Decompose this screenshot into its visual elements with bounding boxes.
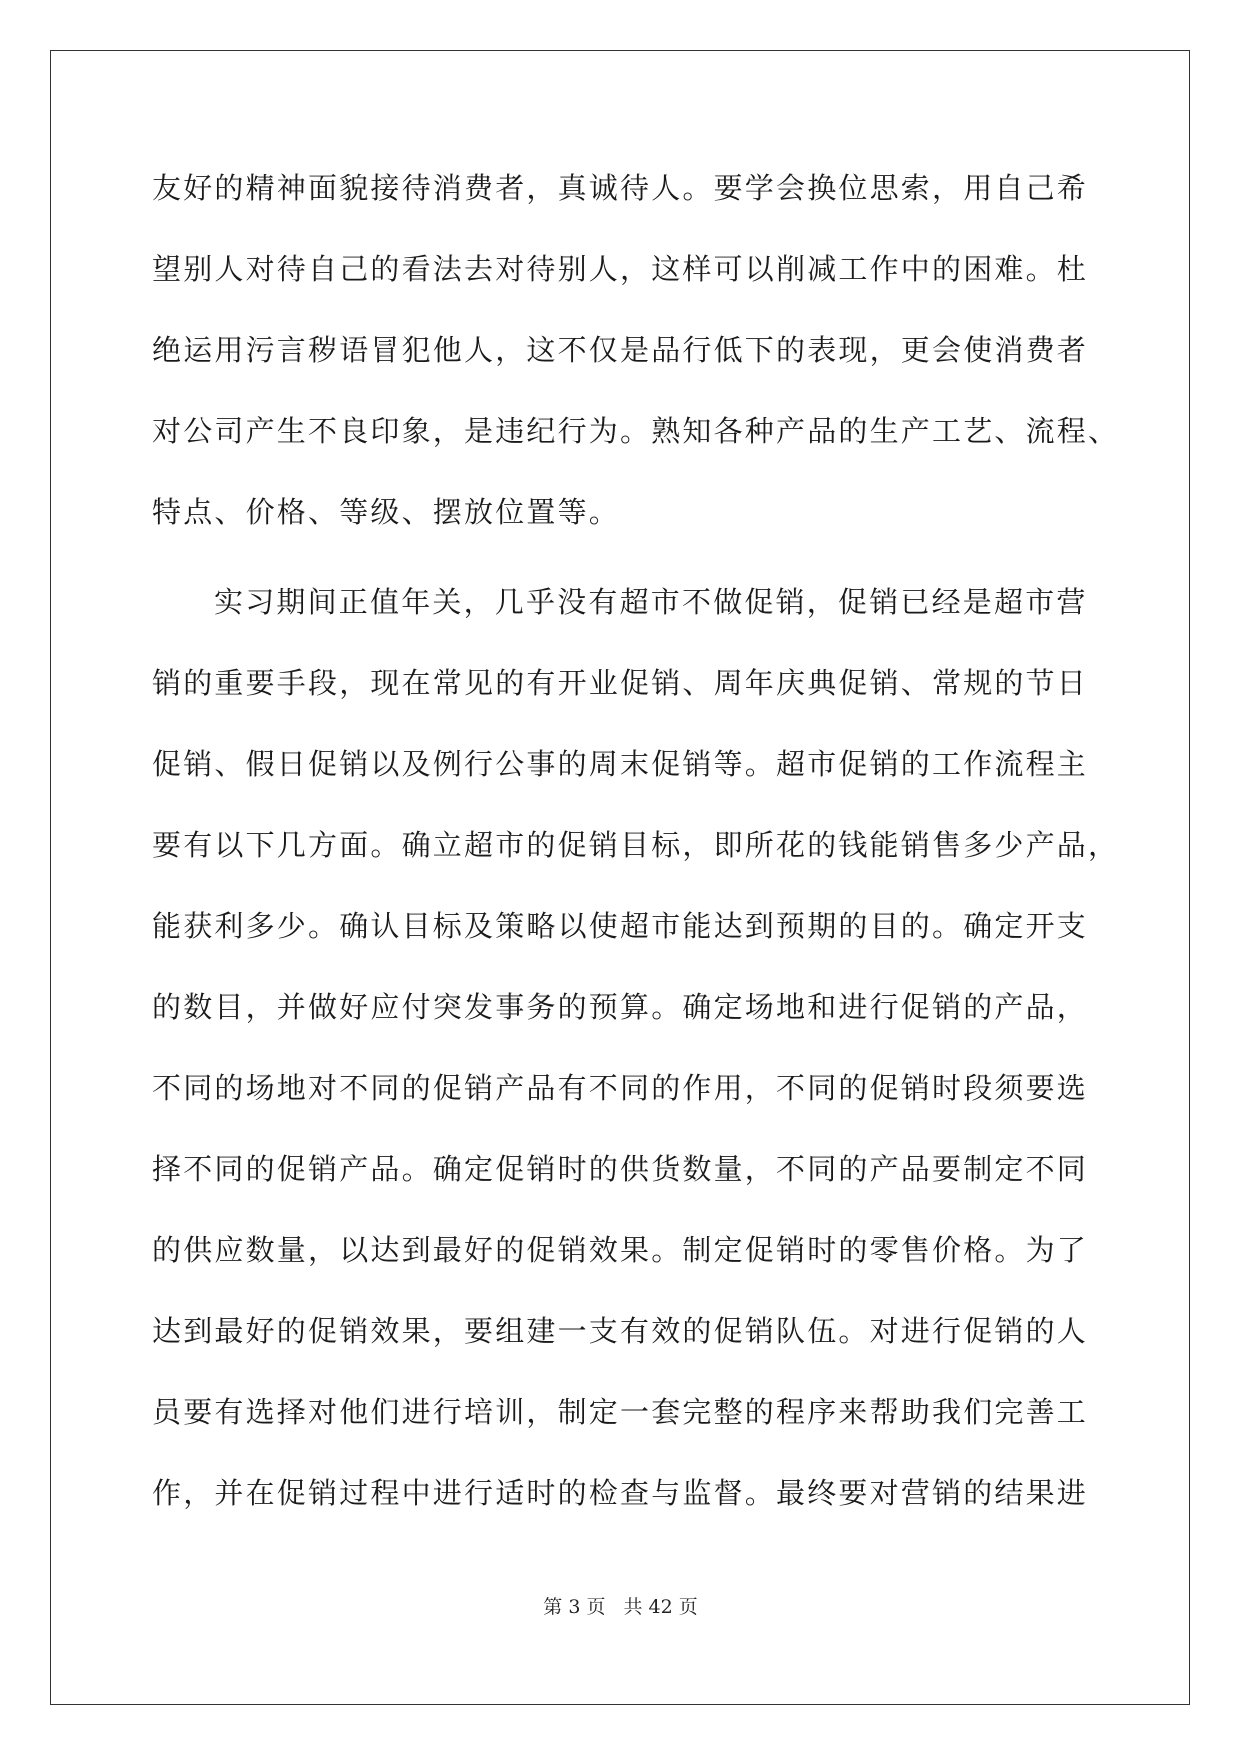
page-total: 共 42 页 — [623, 1596, 698, 1618]
text-line: 要有以下几方面。确立超市的促销目标，即所花的钱能销售多少产品， — [152, 828, 1120, 862]
text-line: 的数目，并做好应付突发事务的预算。确定场地和进行促销的产品， — [152, 990, 1089, 1024]
text-line: 绝运用污言秽语冒犯他人，这不仅是品行低下的表现，更会使消费者 — [152, 333, 1089, 367]
text-line: 销的重要手段，现在常见的有开业促销、周年庆典促销、常规的节日 — [152, 666, 1089, 700]
text-line: 不同的场地对不同的促销产品有不同的作用，不同的促销时段须要选 — [152, 1071, 1089, 1105]
paragraph-1 — [152, 148, 1120, 553]
text-line: 实习期间正值年关，几乎没有超市不做促销，促销已经是超市营 — [214, 585, 1088, 619]
page-footer — [0, 1595, 1241, 1619]
paragraph-2 — [152, 562, 1120, 1534]
text-line: 友好的精神面貌接待消费者，真诚待人。要学会换位思索，用自己希 — [152, 171, 1089, 205]
text-line: 望别人对待自己的看法去对待别人，这样可以削减工作中的困难。杜 — [152, 252, 1089, 286]
text-line: 择不同的促销产品。确定促销时的供货数量，不同的产品要制定不同 — [152, 1152, 1089, 1186]
text-line: 达到最好的促销效果，要组建一支有效的促销队伍。对进行促销的人 — [152, 1314, 1089, 1348]
text-line: 特点、价格、等级、摆放位置等。 — [152, 495, 621, 529]
page-number: 第 3 页 — [543, 1596, 606, 1618]
text-line: 能获利多少。确认目标及策略以使超市能达到预期的目的。确定开支 — [152, 909, 1089, 943]
text-line: 促销、假日促销以及例行公事的周末促销等。超市促销的工作流程主 — [152, 747, 1089, 781]
text-line: 作，并在促销过程中进行适时的检查与监督。最终要对营销的结果进 — [152, 1476, 1089, 1510]
text-line: 对公司产生不良印象，是违纪行为。熟知各种产品的生产工艺、流程、 — [152, 414, 1120, 448]
text-line: 的供应数量，以达到最好的促销效果。制定促销时的零售价格。为了 — [152, 1233, 1089, 1267]
text-line: 员要有选择对他们进行培训，制定一套完整的程序来帮助我们完善工 — [152, 1395, 1089, 1429]
